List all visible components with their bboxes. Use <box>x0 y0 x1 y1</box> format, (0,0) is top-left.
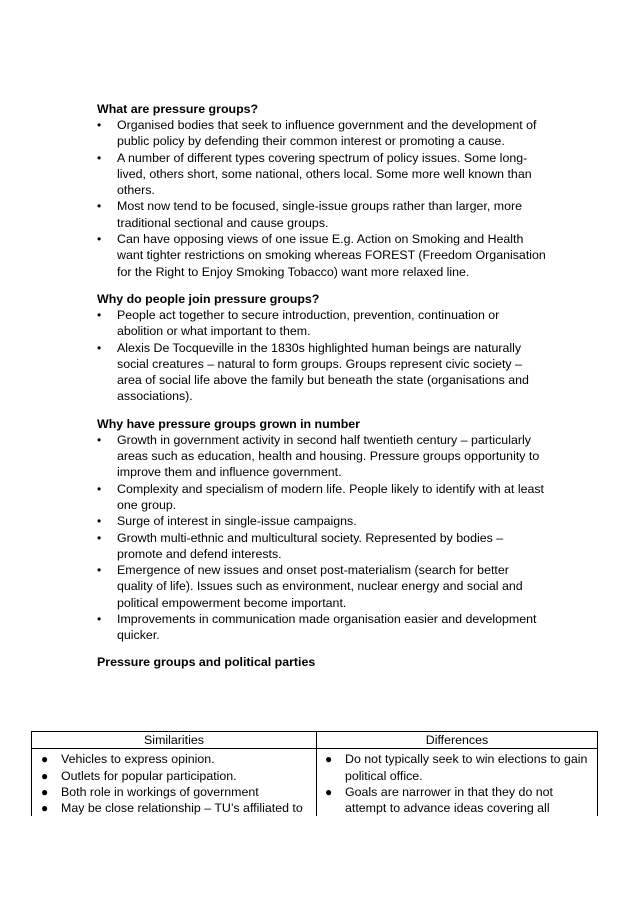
list-item <box>97 117 547 150</box>
list-item-text: Alexis De Tocqueville in the 1830s highlighted human beings are naturally social creatures – natural to form groups. Groups represent civic society – area of social life above the family but beneath the state (organisations and associations). <box>117 340 529 404</box>
list-item <box>32 800 316 816</box>
bullet-icon: • <box>97 232 102 247</box>
list-item <box>317 751 597 784</box>
bullet-icon: ● <box>325 752 333 767</box>
bullet-icon: ● <box>41 784 49 799</box>
list-item-text: Goals are narrower in that they do not attempt to advance ideas covering all <box>345 784 554 816</box>
bullet-icon: • <box>97 481 102 496</box>
heading-what-are-pressure-groups: What are pressure groups? <box>97 102 259 116</box>
bullet-icon: • <box>97 118 102 132</box>
list-why-join-pressure-groups <box>97 307 547 405</box>
bullet-icon: • <box>97 563 102 578</box>
list-item <box>97 481 547 514</box>
list-item-text: Vehicles to express opinion. <box>61 752 215 767</box>
comparison-table-wrapper <box>31 731 597 816</box>
list-item-text: Emergence of new issues and onset post-materialism (search for better quality of life). Issues such as environment, nuclear energy and social and political empowerment become important. <box>117 563 523 610</box>
list-item-text: May be close relationship – TU’s affiliated to <box>61 801 303 816</box>
column-header-similarities: Similarities <box>32 732 317 749</box>
list-item <box>97 562 547 611</box>
list-item-text: Organised bodies that seek to influence government and the development of public policy by defending their common interest or promoting a cause. <box>117 118 537 149</box>
list-item-text: People act together to secure introduction, prevention, continuation or abolition or what important to them. <box>117 307 500 339</box>
bullet-icon: • <box>97 150 102 165</box>
similarities-cell <box>32 749 317 817</box>
list-item <box>317 784 597 817</box>
list-item <box>97 340 547 405</box>
list-item <box>97 198 547 231</box>
list-item <box>97 231 547 280</box>
list-item <box>97 150 547 199</box>
list-item-text: Do not typically seek to win elections to gain political office. <box>345 752 588 783</box>
bullet-icon: ● <box>41 752 49 767</box>
list-item <box>97 432 547 481</box>
table-row <box>32 749 598 817</box>
bullet-icon: • <box>97 307 102 322</box>
list-why-grown-in-number <box>97 432 547 644</box>
list-item-text: Can have opposing views of one issue E.g. Action on Smoking and Health want tighter restrictions on smoking whereas FOREST (Freedom Organisation for the Right to Enjoy Smoking Tobacco) want more relaxed line. <box>117 232 546 279</box>
bullet-icon: ● <box>41 768 49 783</box>
list-item-text: A number of different types covering spectrum of policy issues. Some long-lived, others short, some national, others local. Some more well known than others. <box>117 150 532 198</box>
list-item-text: Outlets for popular participation. <box>61 768 237 783</box>
list-item-text: Growth in government activity in second half twentieth century – particularly areas such as education, health and housing. Pressure groups opportunity to improve them and influence government. <box>117 432 540 480</box>
list-item <box>32 768 316 784</box>
bullet-icon: • <box>97 432 102 447</box>
list-item-text: Improvements in communication made organisation easier and development quicker. <box>117 612 537 643</box>
list-item-text: Most now tend to be focused, single-issue groups rather than larger, more traditional sectional and cause groups. <box>117 199 522 230</box>
list-what-are-pressure-groups <box>97 117 547 280</box>
list-item <box>32 784 316 800</box>
list-item <box>97 611 547 644</box>
list-item <box>97 513 547 529</box>
bullet-icon: • <box>97 514 102 529</box>
comparison-table <box>31 731 598 816</box>
list-item <box>97 307 547 340</box>
bullet-icon: ● <box>325 784 333 799</box>
differences-list <box>317 751 597 816</box>
heading-pressure-groups-and-parties: Pressure groups and political parties <box>97 654 316 669</box>
table-header-row <box>32 732 598 749</box>
heading-why-grown-in-number: Why have pressure groups grown in number <box>97 416 360 431</box>
similarities-list <box>32 751 316 816</box>
list-item-text: Complexity and specialism of modern life. People likely to identify with at least one group. <box>117 481 544 512</box>
column-header-differences: Differences <box>317 732 598 749</box>
list-item-text: Both role in workings of government <box>61 784 259 799</box>
list-item <box>32 751 316 767</box>
list-item-text: Growth multi-ethnic and multicultural society. Represented by bodies – promote and defend interests. <box>117 530 504 561</box>
list-item-text: Surge of interest in single-issue campaigns. <box>117 514 357 529</box>
bullet-icon: • <box>97 612 102 627</box>
bullet-icon: • <box>97 530 102 545</box>
bullet-icon: ● <box>41 801 49 816</box>
heading-why-join-pressure-groups: Why do people join pressure groups? <box>97 291 320 306</box>
list-item <box>97 530 547 563</box>
bullet-icon: • <box>97 199 102 214</box>
bullet-icon: • <box>97 340 102 355</box>
differences-cell <box>317 749 598 817</box>
document-body <box>97 101 547 670</box>
